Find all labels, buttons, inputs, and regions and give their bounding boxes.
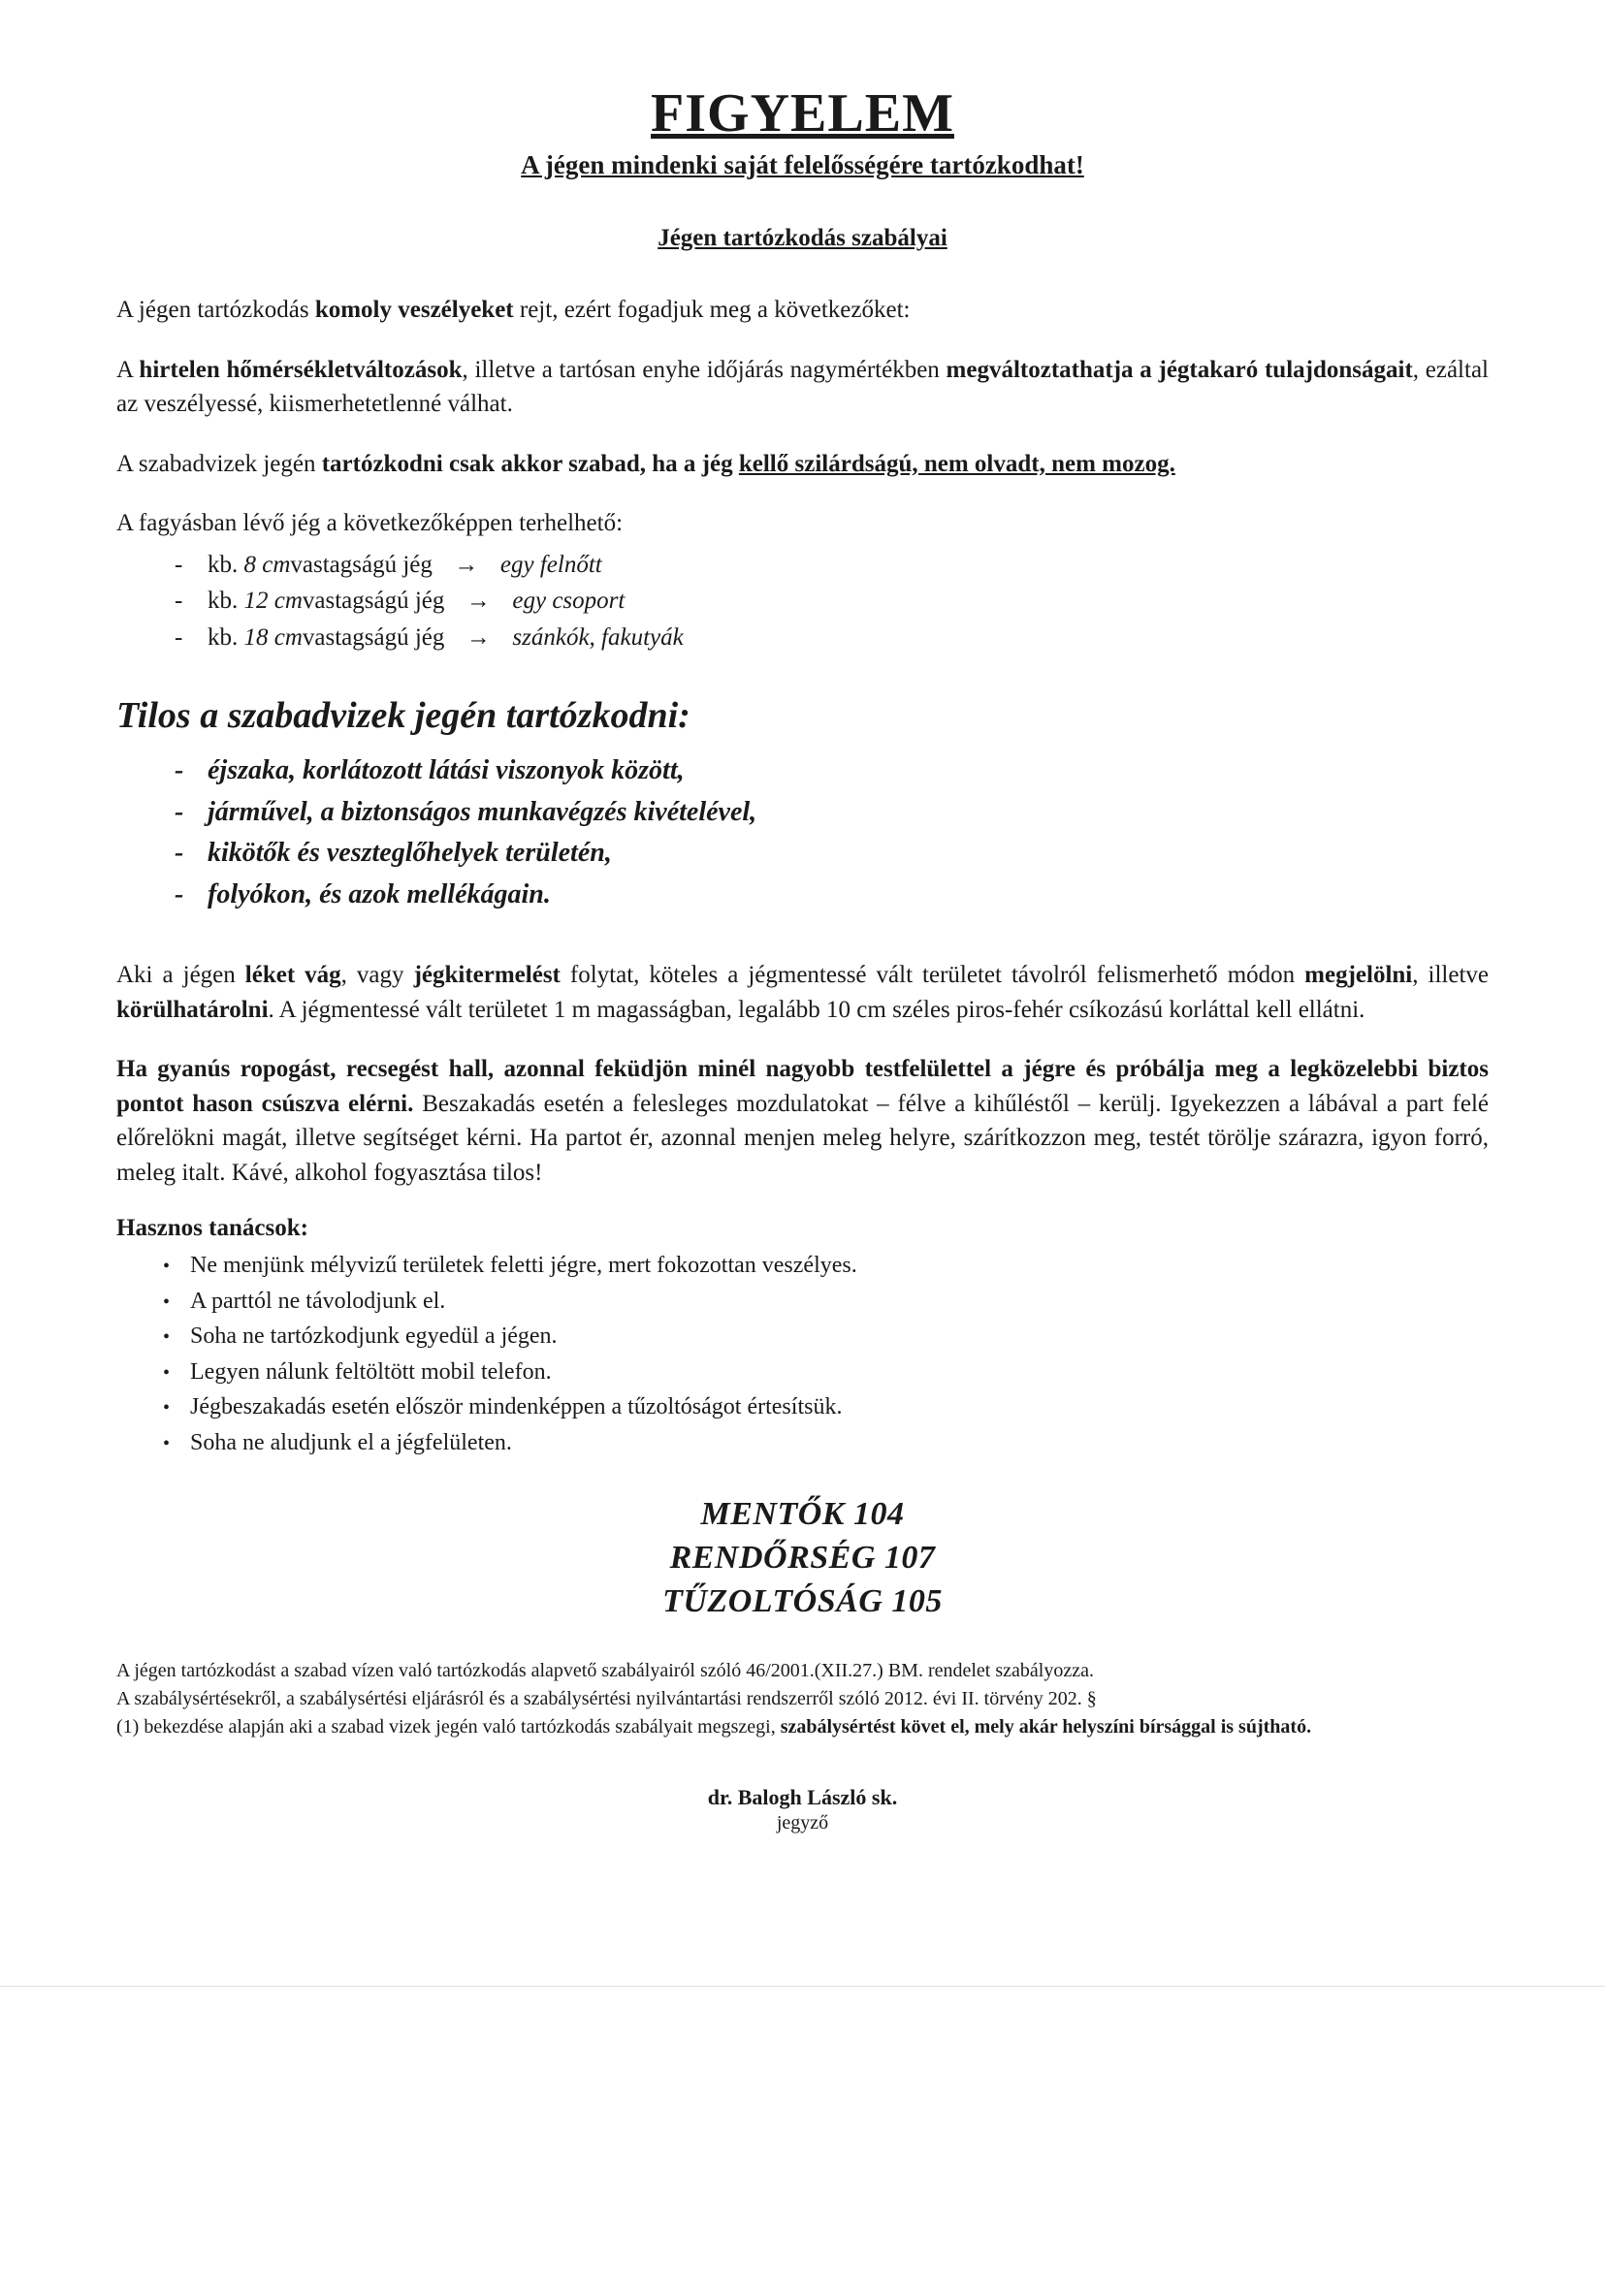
paragraph-emergency-action xyxy=(116,1052,1489,1190)
tip-text: Soha ne tartózkodjunk egyedül a jégen. xyxy=(190,1323,558,1350)
list-item xyxy=(116,1284,1489,1319)
cut-text-4: , illetve xyxy=(1412,962,1490,989)
tip-text: Soha ne aludjunk el a jégfelületen. xyxy=(190,1429,512,1455)
tip-text: Ne menjünk mélyvizű területek feletti jégre, mert fokozottan veszélyes. xyxy=(190,1253,857,1279)
legal-notice xyxy=(116,1657,1489,1741)
cut-text-2: , vagy xyxy=(340,962,414,989)
emergency-numbers xyxy=(116,1493,1489,1624)
tip-text: A parttól ne távolodjunk el. xyxy=(190,1288,446,1314)
rule-text-1: A szabadvizek jegén xyxy=(116,450,322,477)
tips-list xyxy=(116,1248,1489,1460)
prohibition-text: éjszaka, korlátozott látási viszonyok között, xyxy=(208,755,685,785)
prohibition-text: folyókon, és azok mellékágain. xyxy=(208,878,551,909)
arrow-icon: → xyxy=(454,551,479,578)
dash-marker: - xyxy=(175,623,183,651)
paragraph-rule xyxy=(116,447,1489,482)
prohibition-list xyxy=(116,750,1489,915)
load-result: egy felnőtt xyxy=(499,551,602,578)
bullet-icon: • xyxy=(163,1256,171,1278)
signature-block xyxy=(116,1784,1489,1835)
intro-post: rejt, ezért fogadjuk meg a következőket: xyxy=(513,297,911,323)
legal-line-3 xyxy=(116,1713,1489,1741)
bullet-icon: • xyxy=(163,1361,171,1384)
load-tail: vastagságú jég xyxy=(302,588,445,614)
paragraph-temperature xyxy=(116,353,1489,422)
dash-marker: - xyxy=(175,878,184,909)
emergency-ambulance: MENTŐK 104 xyxy=(700,1496,905,1532)
cut-text-1: Aki a jégen xyxy=(116,962,245,989)
list-item xyxy=(116,875,1489,916)
arrow-icon: → xyxy=(465,623,491,651)
list-item xyxy=(116,1425,1489,1460)
prohibition-text: járművel, a biztonságos munkavégzés kivételével, xyxy=(208,796,757,827)
page-title: FIGYELEM xyxy=(651,83,954,144)
load-amount: 8 cm xyxy=(243,551,291,578)
bullet-icon: • xyxy=(163,1432,171,1454)
load-lead: kb. xyxy=(208,588,244,614)
page-subtitle: A jégen mindenki saját felelősségére tartózkodhat! xyxy=(521,150,1084,179)
load-amount: 18 cm xyxy=(243,623,303,651)
ice-load-list xyxy=(116,547,1489,656)
legal-line-3-bold: szabálysértést követ el, mely akár helyszíni bírsággal is sújtható. xyxy=(780,1715,1312,1738)
temp-bold-2: megváltoztathatja a jégtakaró tulajdonságait xyxy=(946,356,1413,383)
tip-text: Jégbeszakadás esetén először mindenképpen a tűzoltóságot értesítsük. xyxy=(190,1394,843,1420)
temp-bold-1: hirtelen hőmérsékletváltozások xyxy=(139,356,463,383)
temp-text-3: , ezáltal az veszélyessé, kiismerhetetlenné válhat. xyxy=(116,356,1489,417)
temp-text-1: A xyxy=(116,356,140,383)
rule-bold-underline: kellő szilárdságú, nem olvadt, nem mozog. xyxy=(738,450,1175,477)
cut-bold-1: léket vág xyxy=(244,962,341,989)
signature-role: jegyző xyxy=(776,1812,829,1834)
list-item xyxy=(116,1319,1489,1354)
list-item xyxy=(116,792,1489,834)
prohibition-text: kikötők és veszteglőhelyek területén, xyxy=(208,838,612,869)
emergency-firefighters: TŰZOLTÓSÁG 105 xyxy=(662,1582,943,1619)
load-tail: vastagságú jég xyxy=(302,623,445,651)
list-item xyxy=(116,547,1489,584)
load-tail: vastagságú jég xyxy=(290,551,433,578)
dash-marker: - xyxy=(175,838,184,869)
intro-pre: A jégen tartózkodás xyxy=(116,297,315,323)
cut-bold-4: körülhatárolni xyxy=(116,996,269,1023)
legal-line-1: A jégen tartózkodást a szabad vízen való tartózkodás alapvető szabályairól szóló 46/2001.(XII.27.) BM. rendelet szabályozza. xyxy=(116,1659,1094,1681)
bullet-icon: • xyxy=(163,1326,171,1349)
tips-title: Hasznos tanácsok: xyxy=(116,1215,308,1242)
dash-marker: - xyxy=(175,551,183,578)
emergency-police: RENDŐRSÉG 107 xyxy=(669,1539,936,1576)
cut-bold-2: jégkitermelést xyxy=(413,962,561,989)
list-item xyxy=(116,750,1489,792)
signature-name: dr. Balogh László sk. xyxy=(707,1784,898,1809)
list-item xyxy=(116,583,1489,620)
list-item xyxy=(116,1248,1489,1283)
temp-text-2: , illetve a tartósan enyhe időjárás nagymértékben xyxy=(462,356,947,383)
scan-artifact-line xyxy=(0,1986,1605,1987)
section-title-rules: Jégen tartózkodás szabályai xyxy=(658,225,947,251)
paragraph-intro xyxy=(116,293,1489,328)
legal-line-2: A szabálysértésekről, a szabálysértési eljárásról és a szabálysértési nyilvántartási rendszerről szóló 2012. évi II. törvény 202. § xyxy=(116,1687,1097,1709)
paragraph-ice-cutting xyxy=(116,958,1489,1027)
load-amount: 12 cm xyxy=(243,588,303,614)
rule-bold-1: tartózkodni csak akkor szabad, ha a jég xyxy=(321,450,739,477)
list-item xyxy=(116,833,1489,875)
load-result: egy csoport xyxy=(512,588,626,614)
legal-line-3-text: (1) bekezdése alapján aki a szabad vizek jegén való tartózkodás szabályait megszegi, xyxy=(116,1715,781,1738)
load-lead: kb. xyxy=(208,551,244,578)
tip-text: Legyen nálunk feltöltött mobil telefon. xyxy=(190,1358,552,1385)
load-intro: A fagyásban lévő jég a következőképpen terhelhető: xyxy=(116,510,624,536)
emergency-bold: Ha gyanús ropogást, recsegést hall, azonnal feküdjön minél nagyobb testfelülettel a jégre és próbálja meg a legközelebbi biztos pontot hason csúszva elérni. xyxy=(116,1056,1489,1117)
list-item xyxy=(116,620,1489,656)
dash-marker: - xyxy=(175,796,184,827)
cut-bold-3: megjelölni xyxy=(1304,962,1413,989)
arrow-icon: → xyxy=(465,588,491,614)
cut-text-5: . A jégmentessé vált területet 1 m magasságban, legalább 10 cm széles piros-fehér csíkozású korláttal kell ellátni. xyxy=(268,996,1365,1023)
cut-text-3: folytat, köteles a jégmentessé vált területet távolról felismerhető módon xyxy=(560,962,1305,989)
dash-marker: - xyxy=(175,588,183,614)
list-item xyxy=(116,1355,1489,1389)
load-lead: kb. xyxy=(208,623,244,651)
bullet-icon: • xyxy=(163,1291,171,1313)
list-item xyxy=(116,1389,1489,1424)
intro-bold: komoly veszélyeket xyxy=(314,297,514,323)
emergency-text: Beszakadás esetén a felesleges mozdulatokat – félve a kihűléstől – kerülj. Igyekezzen a lábával a part felé előrelökni magát, illetve segítséget kérni. Ha partot ér, azonnal menjen meleg helyre, szárítkozzon meg, testét törölje szárazra, igyon forró, meleg italt. Kávé, alkohol fogyasztása tilos! xyxy=(116,1090,1489,1186)
dash-marker: - xyxy=(175,755,184,785)
prohibition-title: Tilos a szabadvizek jegén tartózkodni: xyxy=(116,695,690,736)
load-result: szánkók, fakutyák xyxy=(512,623,684,651)
bullet-icon: • xyxy=(163,1397,171,1419)
